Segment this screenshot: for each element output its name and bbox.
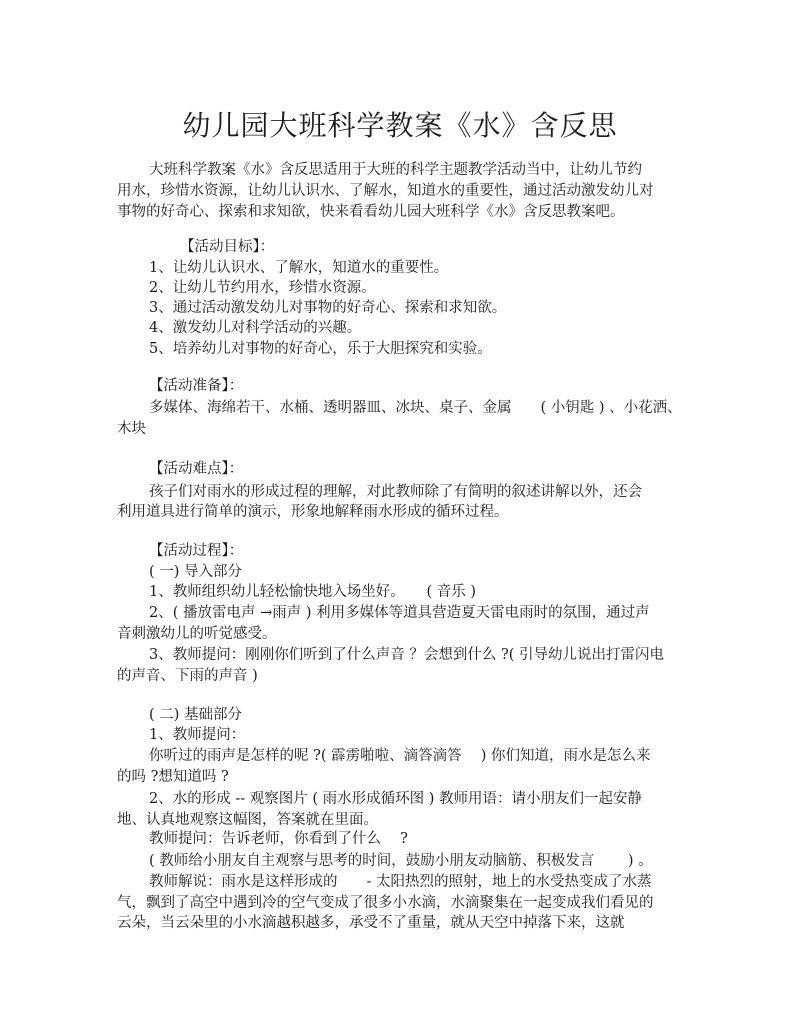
subsection-title: ( 一) 导入部分 [149,564,243,580]
intro-line: 事物的好奇心、探索和求知欲，快来看看幼儿园大班科学《水》含反思教案吧。 [117,204,625,220]
prep-line: 木块 [117,421,146,437]
section-heading-difficulty: 【活动难点】： [149,461,244,477]
goal-item: 1、让幼儿认识水、了解水，知道水的重要性。 [149,260,449,276]
process-line: 地、认真地观察这幅图，答案就在里面。 [117,812,378,828]
section-heading-process: 【活动过程】： [149,543,244,559]
subsection-title: ( 二) 基础部分 [149,707,243,723]
process-line: 的声音、下雨的声音 ) [117,668,258,684]
process-line: 2、( 播放雷电声 →雨声 ) 利用多媒体等道具营造夏天雷电雨时的氛围，通过声 [149,605,650,621]
difficulty-line: 利用道具进行简单的演示，形象地解释雨水形成的循环过程。 [117,504,509,520]
intro-line: 用水，珍惜水资源，让幼儿认识水、了解水，知道水的重要性，通过活动激发幼儿对 [117,183,654,199]
section-heading-goals: 【活动目标】： [180,239,275,255]
prep-line: 多媒体、海绵若干、水桶、透明器皿、冰块、桌子、金属 ( 小钥匙 ) 、小花洒、 [149,400,682,416]
process-line: 1、教师组织幼儿轻松愉快地入场坐好。 ( 音乐 ) [149,584,477,600]
process-line: 2、水的形成 -- 观察图片 ( 雨水形成循环图 ) 教师用语：请小朋友们一起安静 [149,791,642,807]
process-line: 音刺激幼儿的听觉感受。 [117,626,277,642]
process-line: 教师提问：告诉老师，你看到了什么 ? [149,831,408,847]
process-line: 云朵，当云朵里的小水滴越积越多，承受不了重量，就从天空中掉落下来，这就 [117,915,625,931]
intro-line: 大班科学教案《水》含反思适用于大班的科学主题教学活动当中，让幼儿节约 [149,162,642,178]
process-line: 气，飘到了高空中遇到冷的空气变成了很多小水滴，水滴聚集在一起变成我们看见的 [117,895,654,911]
process-line: 1、教师提问： [149,727,246,743]
process-line: ( 教师给小朋友自主观察与思考的时间，鼓励小朋友动脑筋、积极发言 ) 。 [149,853,653,869]
process-line: 的吗 ?想知道吗 ? [117,769,229,785]
goal-item: 4、激发幼儿对科学活动的兴趣。 [149,320,362,336]
section-heading-prep: 【活动准备】： [149,378,244,394]
process-line: 3、教师提问：刚刚你们听到了什么声音 ？会想到什么 ?( 引导幼儿说出打雷闪电 [149,647,664,663]
goal-item: 2、让幼儿节约用水，珍惜水资源。 [149,280,376,296]
goal-item: 3、通过活动激发幼儿对事物的好奇心、探索和求知欲。 [149,300,507,316]
process-line: 教师解说：雨水是这样形成的 - 太阳热烈的照射，地上的水受热变成了水蒸 [149,874,652,890]
goal-item: 5、培养幼儿对事物的好奇心，乐于大胆探究和实验。 [149,341,492,357]
process-line: 你听过的雨声是怎样的呢 ?( 霹雳啪啦、滴答滴答 ) 你们知道，雨水是怎么来 [149,748,651,764]
difficulty-line: 孩子们对雨水的形成过程的理解，对此教师除了有简明的叙述讲解以外，还会 [149,484,642,500]
page-title: 幼儿园大班科学教案《水》含反思 [182,109,618,142]
